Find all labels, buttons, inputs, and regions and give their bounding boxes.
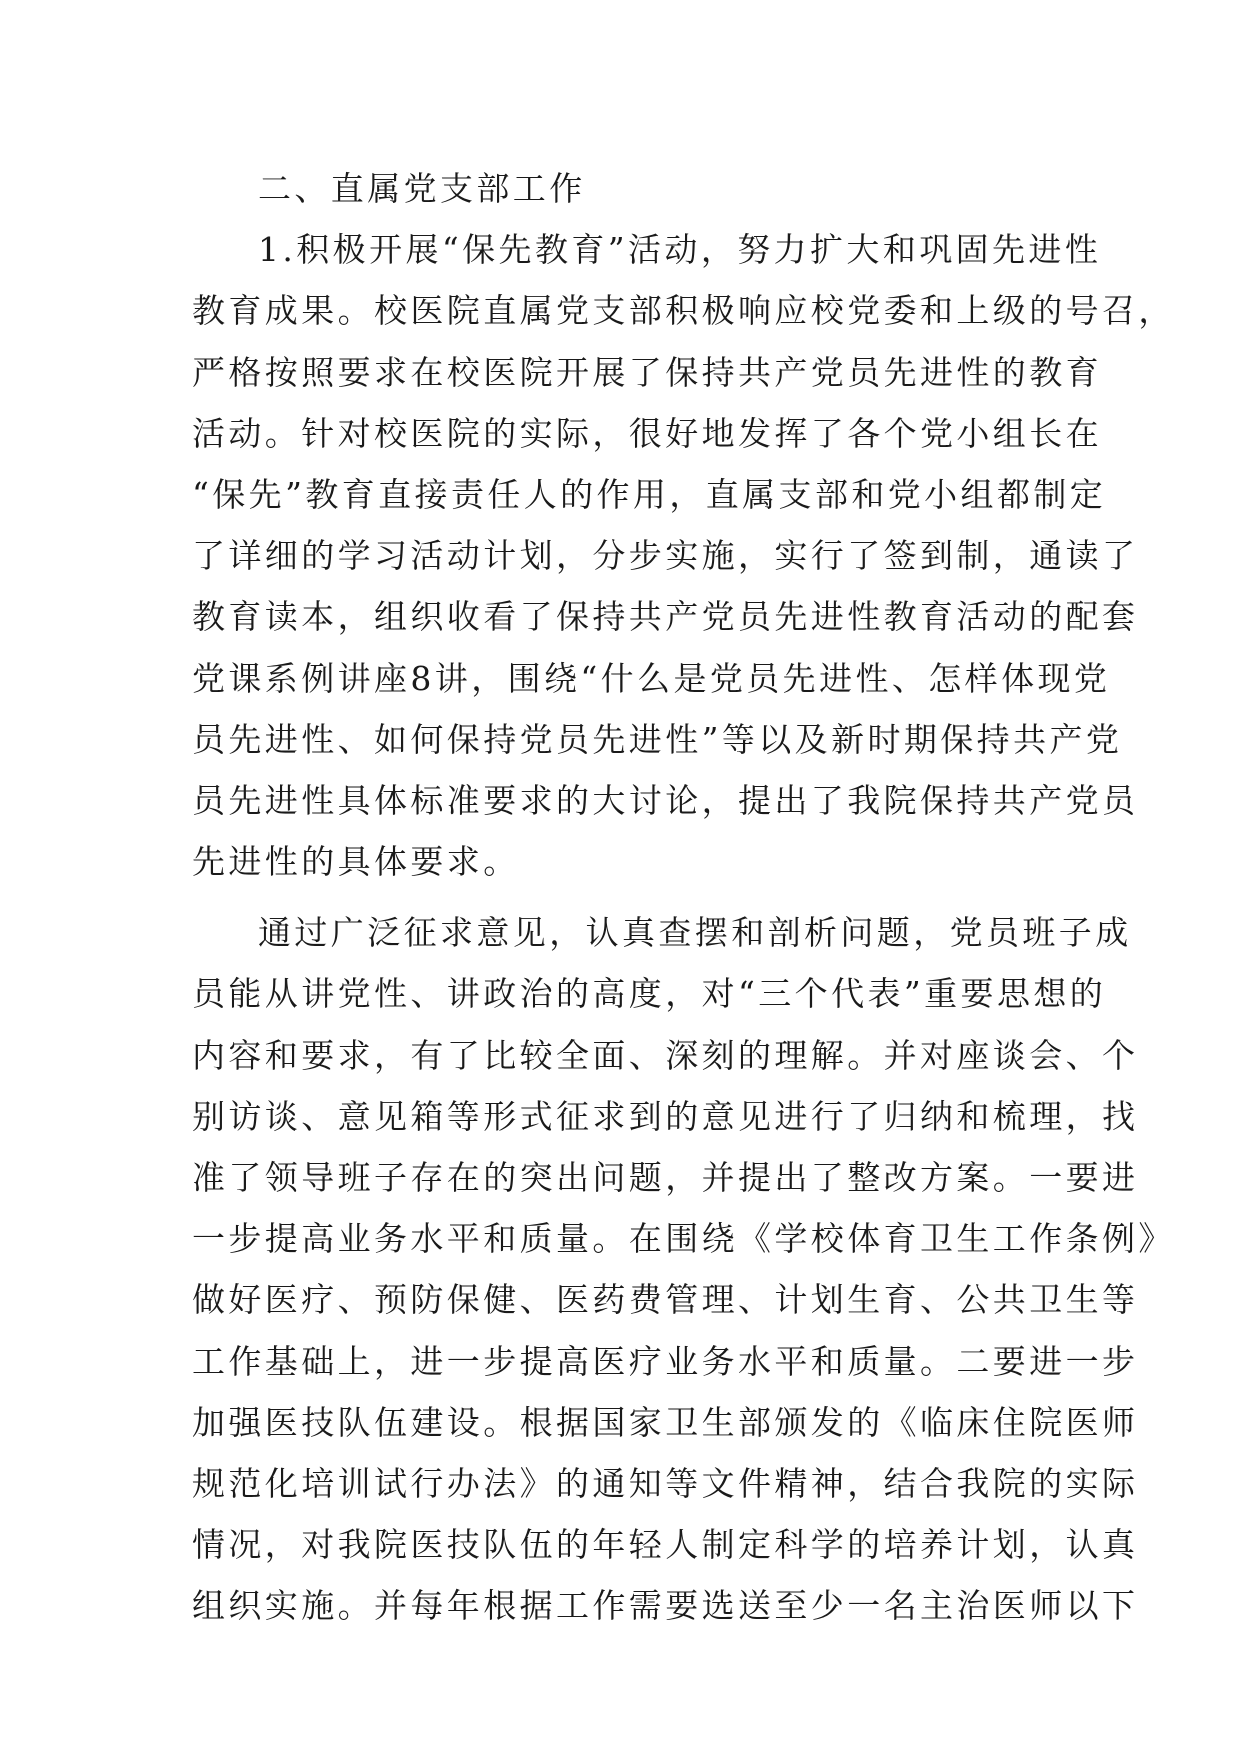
text-line: 工作基础上，进一步提高医疗业务水平和质量。二要进一步 <box>192 1341 1139 1381</box>
text-line: 做好医疗、预防保健、医药费管理、计划生育、公共卫生等 <box>192 1280 1139 1320</box>
text-line: 组织实施。并每年根据工作需要选送至少一名主治医师以下 <box>192 1586 1139 1626</box>
text-line: 员先进性、如何保持党员先进性”等以及新时期保持共产党 <box>192 719 1123 759</box>
text-line: 严格按照要求在校医院开展了保持共产党员先进性的教育 <box>192 352 1102 392</box>
paragraph-spacer <box>192 892 1052 902</box>
text-line: 规范化培训试行办法》的通知等文件精神，结合我院的实际 <box>192 1463 1139 1503</box>
text-line: 员先进性具体标准要求的大讨论，提出了我院保持共产党员 <box>192 780 1139 820</box>
text-line: “保先”教育直接责任人的作用，直属支部和党小组都制定 <box>192 474 1107 514</box>
text-line: 情况，对我院医技队伍的年轻人制定科学的培养计划，认真 <box>192 1525 1139 1565</box>
text-line: 一步提高业务水平和质量。在围绕《学校体育卫生工作条例》 <box>192 1219 1175 1259</box>
text-line: 通过广泛征求意见，认真查摆和剖析问题，党员班子成 <box>258 913 1132 953</box>
text-line: 员能从讲党性、讲政治的高度，对“三个代表”重要思想的 <box>192 974 1107 1014</box>
text-line: 先进性的具体要求。 <box>192 842 520 882</box>
text-line: 加强医技队伍建设。根据国家卫生部颁发的《临床住院医师 <box>192 1402 1139 1442</box>
section-heading: 二、直属党支部工作 <box>258 169 586 208</box>
text-line: 党课系例讲座8讲，围绕“什么是党员先进性、怎样体现党 <box>192 658 1111 698</box>
text-line: 了详细的学习活动计划，分步实施，实行了签到制，通读了 <box>192 536 1139 576</box>
text-line: 内容和要求，有了比较全面、深刻的理解。并对座谈会、个 <box>192 1035 1139 1075</box>
text-line: 别访谈、意见箱等形式征求到的意见进行了归纳和梳理，找 <box>192 1096 1139 1136</box>
text-line: 活动。针对校医院的实际，很好地发挥了各个党小组长在 <box>192 413 1102 453</box>
text-line: 1.积极开展“保先教育”活动，努力扩大和巩固先进性 <box>258 230 1102 270</box>
paragraph-1 <box>192 219 1175 892</box>
text-line: 准了领导班子存在的突出问题，并提出了整改方案。一要进 <box>192 1158 1139 1197</box>
text-line: 教育成果。校医院直属党支部积极响应校党委和上级的号召， <box>192 291 1175 331</box>
document-body <box>192 158 1175 1637</box>
text-line: 教育读本，组织收看了保持共产党员先进性教育活动的配套 <box>192 597 1139 637</box>
paragraph-2 <box>192 902 1175 1636</box>
